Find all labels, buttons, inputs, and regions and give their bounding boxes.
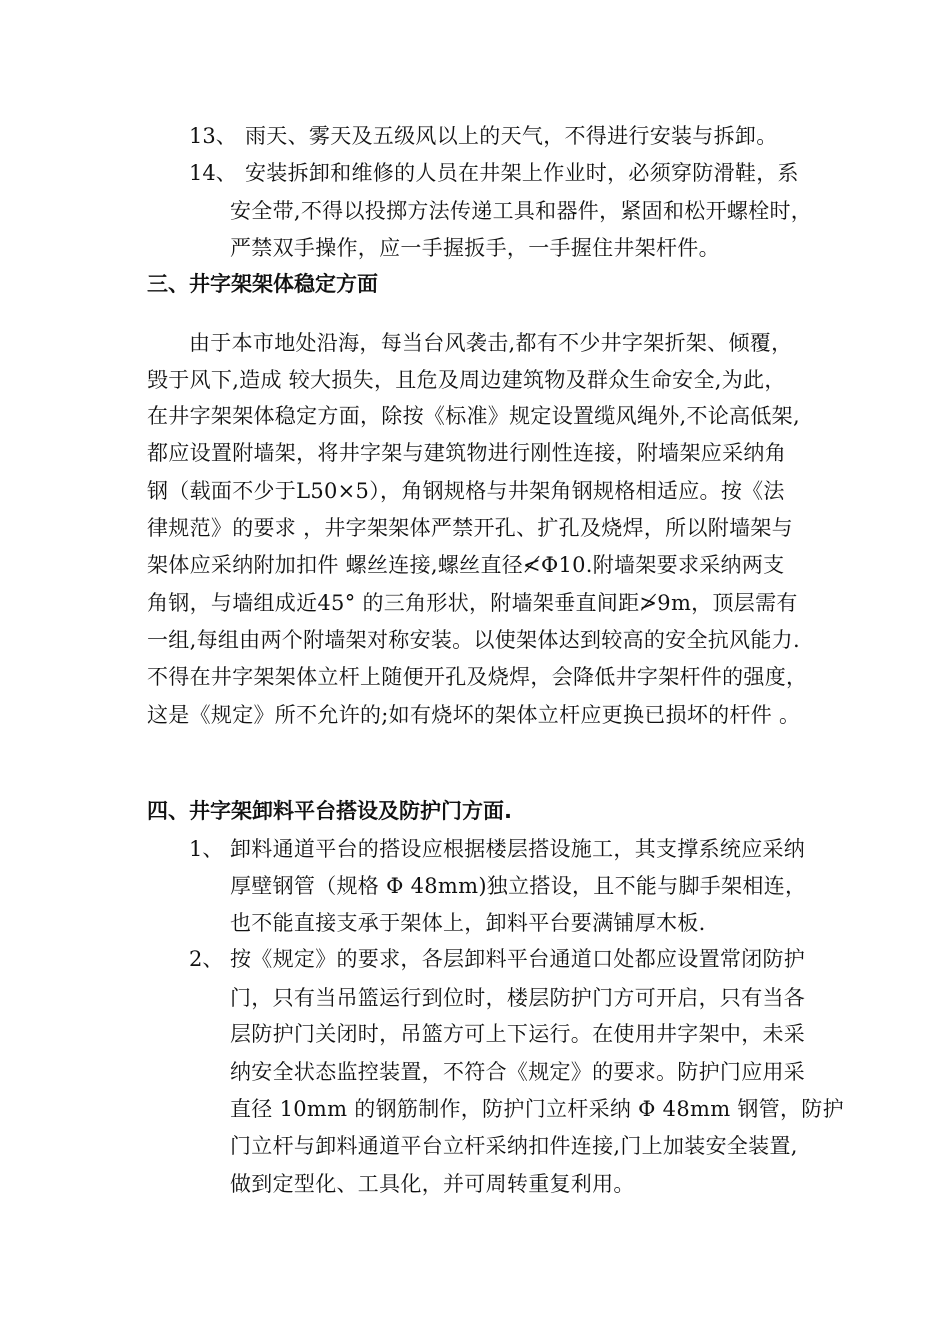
list-item-text: 门，只有当吊篮运行到位时，楼层防护门方可开启，只有当各 [230, 986, 806, 1010]
paragraph-line: 都应设置附墙架，将井字架与建筑物进行刚性连接，附墙架应采纳角 [147, 441, 786, 465]
list-item-text: 门立杆与卸料通道平台立杆采纳扣件连接,门上加装安全装置, [230, 1134, 798, 1158]
paragraph-line: 律规范》的要求 ，井字架架体严禁开孔、扩孔及烧焊，所以附墙架与 [147, 516, 793, 540]
list-item-text: 安装拆卸和维修的人员在井架上作业时，必须穿防滑鞋，系 [245, 161, 799, 185]
paragraph-line: 在井字架架体稳定方面，除按《标准》规定设置缆风绳外,不论高低架, [147, 404, 800, 428]
list-item-text: 雨天、雾天及五级风以上的天气，不得进行安装与拆卸。 [245, 124, 778, 148]
paragraph-line: 毁于风下,造成 较大损失，且危及周边建筑物及群众生命安全,为此， [147, 368, 786, 392]
list-number: 14、 [189, 161, 237, 185]
paragraph-line: 架体应采纳附加扣件 螺丝连接,螺丝直径≮Φ10.附墙架要求采纳两支 [147, 553, 785, 577]
list-item-text: 直径 10mm 的钢筋制作，防护门立杆采纳 Φ 48mm 钢管，防护 [230, 1097, 844, 1121]
list-item-text: 厚壁钢管（规格 Φ 48mm)独立搭设，且不能与脚手架相连， [230, 874, 807, 898]
list-item-text: 严禁双手操作，应一手握扳手，一手握住井架杆件。 [230, 236, 720, 260]
list-number: 13、 [189, 124, 237, 148]
paragraph-line: 角钢，与墙组成近45° 的三角形状，附墙架垂直间距≯9m，顶层需有 [147, 591, 798, 615]
paragraph-line: 由于本市地处沿海，每当台风袭击,都有不少井字架折架、倾覆， [189, 331, 793, 355]
list-item-text: 纳安全状态监控装置，不符合《规定》的要求。防护门应用采 [230, 1060, 806, 1084]
section-heading: 三、井字架架体稳定方面 [147, 272, 378, 296]
paragraph-line: 不得在井字架架体立杆上随便开孔及烧焊，会降低井字架杆件的强度， [147, 665, 808, 689]
list-item-text: 安全带,不得以投掷方法传递工具和器件，紧固和松开螺栓时， [230, 199, 813, 223]
list-item-text: 层防护门关闭时，吊篮方可上下运行。在使用井字架中，未采 [230, 1022, 806, 1046]
list-item-text: 做到定型化、工具化，并可周转重复利用。 [230, 1172, 635, 1196]
paragraph-line: 这是《规定》所不允许的;如有烧坏的架体立杆应更换已损坏的杆件 。 [147, 703, 801, 727]
list-number: 2、 [189, 947, 224, 971]
list-item-text: 也不能直接支承于架体上，卸料平台要满铺厚木板. [230, 911, 706, 935]
list-item-text: 卸料通道平台的搭设应根据楼层搭设施工，其支撑系统应采纳 [230, 837, 806, 861]
list-item-text: 按《规定》的要求，各层卸料平台通道口处都应设置常闭防护 [230, 947, 806, 971]
section-heading: 四、井字架卸料平台搭设及防护门方面. [147, 799, 512, 823]
paragraph-line: 一组,每组由两个附墙架对称安装。以使架体达到较高的安全抗风能力. [147, 628, 800, 652]
paragraph-line: 钢（载面不少于L50×5），角钢规格与井架角钢规格相适应。按《法 [147, 479, 785, 503]
list-number: 1、 [189, 837, 224, 861]
